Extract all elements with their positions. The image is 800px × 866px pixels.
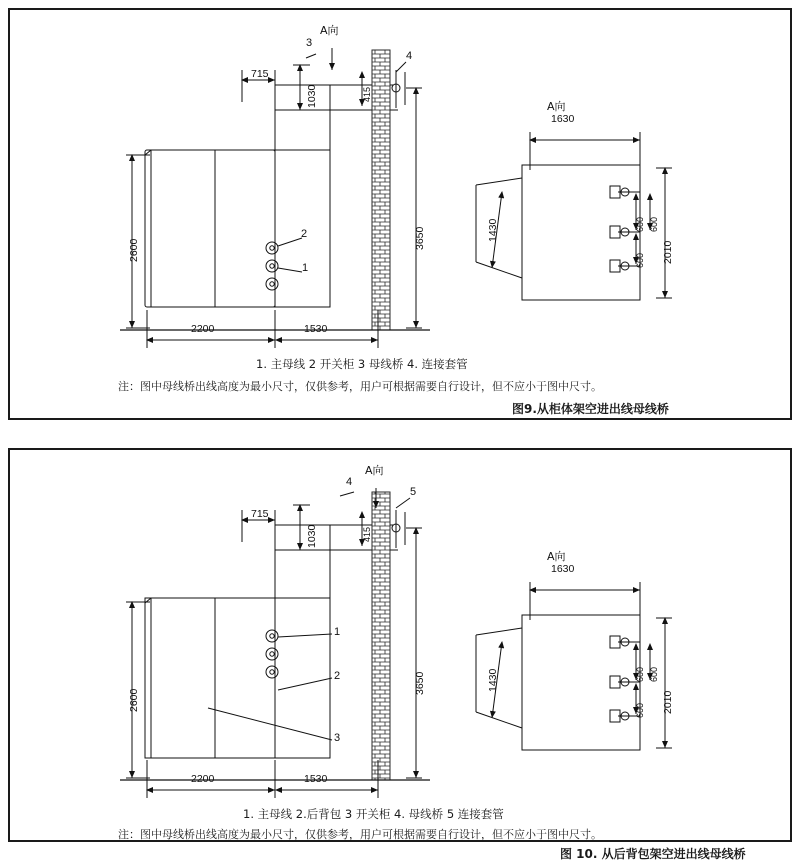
callout-1: 1: [302, 262, 309, 274]
dim-600-b: 600: [649, 666, 659, 682]
figure-10-panel: [8, 448, 792, 842]
dim-1630: 1630: [551, 113, 575, 125]
dim-2200: 2200: [191, 323, 215, 335]
figure-10-drawing: [10, 450, 786, 836]
dim-2010: 2010: [662, 690, 674, 714]
dim-715: 715: [251, 68, 269, 80]
dim-1430: 1430: [487, 218, 499, 242]
view-label-a-main: A向: [365, 464, 384, 477]
figure-9-legend: 1. 主母线 2 开关柜 3 母线桥 4. 连接套管: [256, 357, 468, 371]
dim-1030: 1030: [306, 524, 318, 548]
dim-600-c: 600: [635, 252, 645, 268]
dim-3650: 3650: [414, 671, 426, 695]
dim-715: 715: [251, 508, 269, 520]
dim-2200: 2200: [191, 773, 215, 785]
callout-5: 5: [410, 486, 417, 498]
callout-2: 2: [334, 670, 341, 682]
figure-9-panel: [8, 8, 792, 420]
dim-600-a: 600: [635, 216, 645, 232]
dim-1630: 1630: [551, 563, 575, 575]
dim-2600: 2600: [128, 238, 140, 262]
callout-2: 2: [301, 228, 308, 240]
dim-1530: 1530: [304, 773, 328, 785]
dim-600-c: 600: [635, 702, 645, 718]
callout-3: 3: [334, 732, 341, 744]
view-label-a-side: A向: [547, 100, 566, 113]
dim-415: 415: [362, 526, 372, 542]
callout-3: 3: [306, 37, 313, 49]
view-label-a-main: A向: [320, 24, 339, 37]
figure-10-legend: 1. 主母线 2.后背包 3 开关柜 4. 母线桥 5 连接套管: [243, 807, 504, 821]
dim-2600: 2600: [128, 688, 140, 712]
dim-600-a: 600: [635, 666, 645, 682]
figure-10-title: 图 10. 从后背包架空进出线母线桥: [560, 847, 746, 861]
view-label-a-side: A向: [547, 550, 566, 563]
dim-415: 415: [362, 86, 372, 102]
dim-1430: 1430: [487, 668, 499, 692]
dim-2010: 2010: [662, 240, 674, 264]
figure-10-note: 注：图中母线桥出线高度为最小尺寸，仅供参考，用户可根据需要自行设计，但不应小于图中尺寸。: [118, 828, 602, 841]
dim-1030: 1030: [306, 84, 318, 108]
figure-9-note: 注：图中母线桥出线高度为最小尺寸，仅供参考，用户可根据需要自行设计，但不应小于图中尺寸。: [118, 380, 602, 393]
figure-9-drawing: [10, 10, 786, 414]
dim-1530: 1530: [304, 323, 328, 335]
dim-600-b: 600: [649, 216, 659, 232]
callout-4: 4: [346, 476, 353, 488]
figure-9-title: 图9.从柜体架空进出线母线桥: [512, 402, 669, 416]
callout-4: 4: [406, 50, 413, 62]
dim-3650: 3650: [414, 226, 426, 250]
callout-1: 1: [334, 626, 341, 638]
